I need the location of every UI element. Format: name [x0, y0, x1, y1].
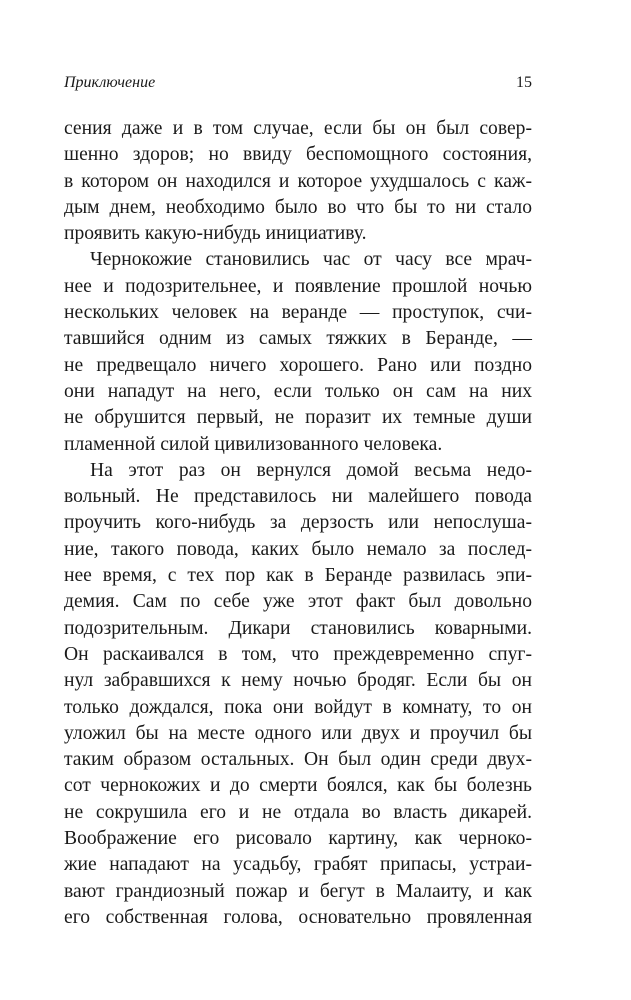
running-head	[64, 74, 532, 104]
text-line: уложил бы на месте одного или двух и проучил бы	[64, 722, 532, 744]
text-line: не предвещало ничего хорошего. Рано или поздно	[64, 354, 532, 376]
paragraph	[64, 116, 532, 247]
text-line: его собственная голова, основательно провяленная	[64, 906, 532, 928]
text-line: нескольких человек на веранде — проступок, счи-	[64, 302, 532, 324]
text-line: Он раскаивался в том, что преждевременно спуг-	[64, 643, 532, 665]
text-line: не сокрушила его и не отдала во власть дикарей.	[64, 801, 532, 823]
text-line: пламенной силой цивилизованного человека.	[64, 433, 443, 455]
text-line: тавшийся одним из самых тяжких в Беранде, —	[64, 328, 532, 350]
text-line: демия. Сам по себе уже этот факт был довольно	[64, 591, 532, 613]
text-line: На этот раз он вернулся домой весьма недо-	[90, 459, 532, 481]
text-line: подозрительным. Дикари становились коварными.	[64, 617, 532, 639]
text-line: жие нападают на усадьбу, грабят припасы, устраи-	[64, 854, 532, 876]
text-line: проявить какую-нибудь инициативу.	[64, 223, 367, 245]
text-line: только дождался, пока они войдут в комнату, то он	[64, 696, 532, 718]
text-line: не обрушится первый, не поразит их темные души	[64, 407, 532, 429]
paragraph	[64, 247, 532, 457]
text-line: Воображение его рисовало картину, как черноко-	[64, 828, 532, 850]
text-line: в котором он находился и которое ухудшалось с каж-	[64, 170, 532, 192]
text-line: шенно здоров; но ввиду беспомощного состояния,	[64, 144, 532, 166]
section-title: Приключение	[64, 74, 156, 91]
text-line: таким образом остальных. Он был один среди двух-	[64, 749, 532, 771]
text-line: ние, такого повода, каких было немало за послед-	[64, 538, 532, 560]
text-line: нее время, с тех пор как в Беранде развилась эпи-	[64, 565, 532, 587]
body-text	[64, 116, 532, 931]
text-line: сот чернокожих и до смерти боялся, как бы болезнь	[64, 775, 532, 797]
text-line: нее и подозрительнее, и появление прошлой ночью	[64, 275, 532, 297]
paragraph	[64, 458, 532, 931]
text-line: сения даже и в том случае, если бы он был совер-	[64, 118, 532, 139]
page-number: 15	[516, 74, 532, 91]
text-line: Чернокожие становились час от часу все мрач-	[90, 249, 532, 271]
text-line: они нападут на него, если только он сам на них	[64, 380, 532, 402]
text-line: дым днем, необходимо было во что бы то ни стало	[64, 196, 532, 218]
text-line: проучить кого-нибудь за дерзость или непослуша-	[64, 512, 532, 534]
text-line: нул забравшихся к нему ночью бродяг. Если бы он	[64, 670, 532, 692]
text-line: вольный. Не представилось ни малейшего повода	[64, 486, 532, 508]
text-line: вают грандиозный пожар и бегут в Малаиту, и как	[64, 880, 532, 902]
book-page	[64, 74, 532, 931]
